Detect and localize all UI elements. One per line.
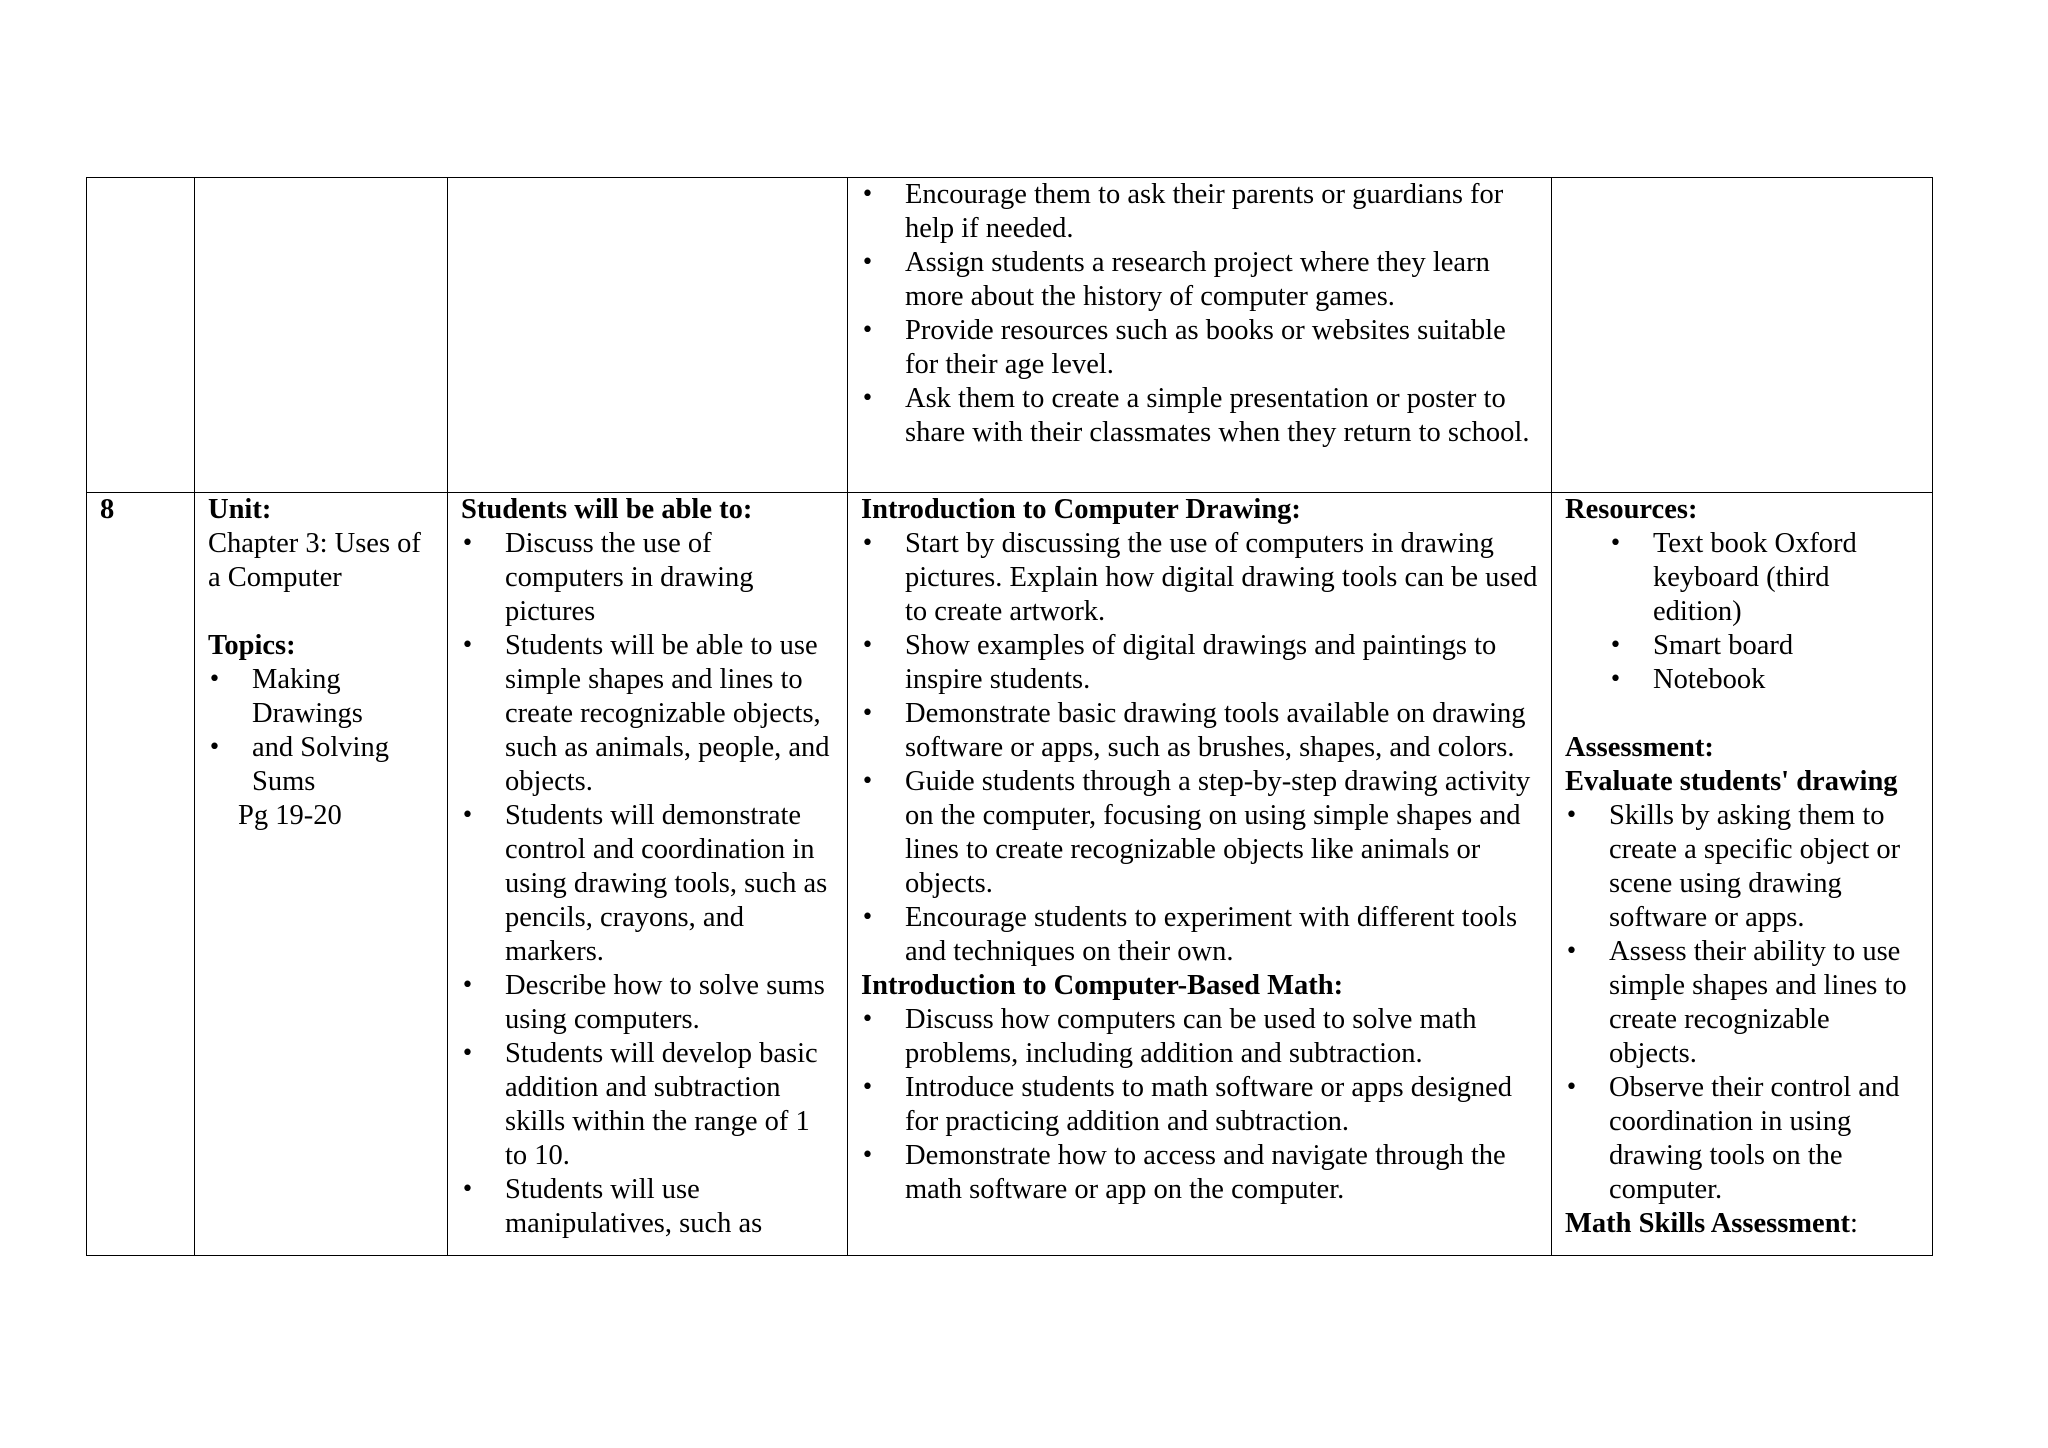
math-assessment-heading: Math Skills Assessment <box>1565 1208 1851 1239</box>
list-item: • Notebook <box>1609 663 1919 697</box>
week-cell <box>87 493 195 1256</box>
list-item: • Students will use manipulatives, such as <box>461 1173 834 1241</box>
list-item: • Text book Oxford keyboard (third edition) <box>1609 527 1919 629</box>
objectives-list <box>461 527 834 1241</box>
list-item: • Discuss how computers can be used to solve math problems, including addition and subtraction. <box>861 1003 1538 1071</box>
list-item: • Discuss the use of computers in drawing pictures <box>461 527 834 629</box>
lesson-plan-table <box>86 177 1933 1256</box>
week-cell <box>87 178 195 493</box>
resources-cell <box>1552 178 1933 493</box>
list-item: • Ask them to create a simple presentation or poster to share with their classmates when they return to school. <box>861 382 1538 450</box>
table-row <box>87 493 1933 1256</box>
activities-cell <box>848 493 1552 1256</box>
unit-heading: Unit: <box>208 494 272 525</box>
list-item: • Observe their control and coordination in using drawing tools on the computer. <box>1565 1071 1919 1207</box>
list-item: • Assess their ability to use simple shapes and lines to create recognizable objects. <box>1565 935 1919 1071</box>
activities-cell <box>848 178 1552 493</box>
list-item: • Introduce students to math software or apps designed for practicing addition and subtraction. <box>861 1071 1538 1139</box>
math-heading: Introduction to Computer-Based Math: <box>861 970 1344 1001</box>
math-assessment-line <box>1565 1207 1919 1241</box>
list-item: • Show examples of digital drawings and paintings to inspire students. <box>861 629 1538 697</box>
list-item: • Students will be able to use simple shapes and lines to create recognizable objects, such as animals, people, and objects. <box>461 629 834 799</box>
activities-list <box>861 178 1538 450</box>
list-item: • Assign students a research project where they learn more about the history of computer games. <box>861 246 1538 314</box>
math-list <box>861 1003 1538 1207</box>
objectives-heading: Students will be able to: <box>461 494 753 525</box>
list-item: • Describe how to solve sums using computers. <box>461 969 834 1037</box>
unit-text: Chapter 3: Uses of a Computer <box>208 528 421 593</box>
list-item: • Provide resources such as books or websites suitable for their age level. <box>861 314 1538 382</box>
list-item: • Guide students through a step-by-step drawing activity on the computer, focusing on using simple shapes and lines to create recognizable objects like animals or objects. <box>861 765 1538 901</box>
drawing-list <box>861 527 1538 969</box>
list-item: • and Solving Sums <box>208 731 434 799</box>
topics-list <box>208 663 434 799</box>
objectives-cell <box>448 493 848 1256</box>
list-item: • Encourage them to ask their parents or guardians for help if needed. <box>861 178 1538 246</box>
list-item: • Start by discussing the use of computers in drawing pictures. Explain how digital drawing tools can be used to create artwork. <box>861 527 1538 629</box>
page-reference: Pg 19-20 <box>238 800 342 831</box>
list-item: • Students will develop basic addition and subtraction skills within the range of 1 to 10. <box>461 1037 834 1173</box>
assessment-heading: Assessment: <box>1565 732 1714 763</box>
list-item: • Smart board <box>1609 629 1919 663</box>
list-item: • Skills by asking them to create a specific object or scene using drawing software or apps. <box>1565 799 1919 935</box>
unit-cell <box>195 178 448 493</box>
list-item: • Students will demonstrate control and coordination in using drawing tools, such as pencils, crayons, and markers. <box>461 799 834 969</box>
resources-heading: Resources: <box>1565 494 1698 525</box>
resources-list <box>1565 527 1919 697</box>
list-item: • Encourage students to experiment with different tools and techniques on their own. <box>861 901 1538 969</box>
table-row <box>87 178 1933 493</box>
resources-cell <box>1552 493 1933 1256</box>
drawing-heading: Introduction to Computer Drawing: <box>861 494 1301 525</box>
unit-cell <box>195 493 448 1256</box>
objectives-cell <box>448 178 848 493</box>
topics-heading: Topics: <box>208 630 296 661</box>
list-item: • Demonstrate basic drawing tools available on drawing software or apps, such as brushes, shapes, and colors. <box>861 697 1538 765</box>
list-item: • Demonstrate how to access and navigate through the math software or app on the computer. <box>861 1139 1538 1207</box>
week-number: 8 <box>100 494 115 525</box>
math-assessment-colon: : <box>1850 1208 1858 1239</box>
list-item: • Making Drawings <box>208 663 434 731</box>
assessment-list <box>1565 799 1919 1207</box>
evaluate-heading: Evaluate students' drawing <box>1565 766 1898 797</box>
